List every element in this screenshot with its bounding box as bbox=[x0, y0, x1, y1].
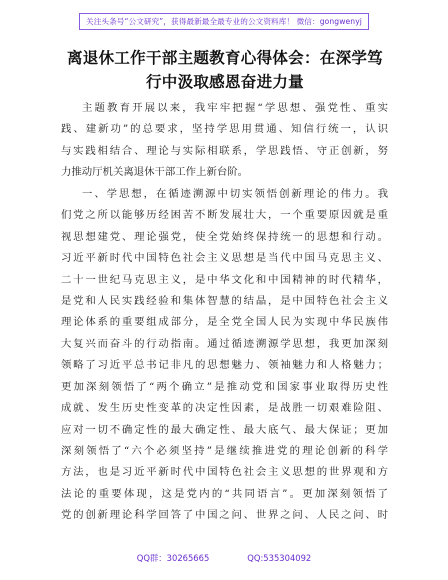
footer-qq-group: QQ群：30265665 bbox=[136, 553, 210, 563]
body-line: 应对一切不确定性的最大确定性、最大底气、最大保证；更加 bbox=[61, 423, 388, 436]
footer-qq: QQ:535304092 bbox=[247, 553, 312, 563]
document-title-line-2: 行中汲取感恩奋进力量 bbox=[145, 73, 304, 91]
body-line: 法论的重要体现，这是党内的“共同语言”。更加深刻领悟了 bbox=[61, 487, 388, 500]
body-line: 视思想建党、理论强党，使全党始终保持统一的思想和行动。 bbox=[61, 230, 388, 243]
body-line: 理论体系的重要组成部分，是全党全国人民为实现中华民族伟 bbox=[61, 316, 388, 329]
body-line: 大复兴而奋斗的行动指南。通过循迹溯源学思想，我更加深刻 bbox=[61, 337, 388, 350]
body-line: 是党和人民实践经验和集体智慧的结晶，是中国特色社会主义 bbox=[61, 294, 388, 307]
body-line: 习近平新时代中国特色社会主义思想是当代中国马克思主义、 bbox=[61, 252, 388, 265]
document-body bbox=[61, 98, 388, 527]
body-line: 领略了习近平总书记非凡的思想魅力、领袖魅力和人格魅力； bbox=[61, 359, 388, 372]
body-line: 与实践相结合、理论与实际相联系，学思践悟、守正创新，努 bbox=[61, 144, 388, 157]
body-line: 更加深刻领悟了“两个确立”是推动党和国家事业取得历史性 bbox=[61, 380, 388, 393]
promo-banner bbox=[0, 9, 448, 30]
body-line: 党的创新理论科学回答了中国之问、世界之问、人民之问、时 bbox=[61, 509, 388, 522]
body-line: 们党之所以能够历经困苦不断发展壮大，一个重要原因就是重 bbox=[61, 209, 388, 222]
document-title bbox=[60, 46, 390, 94]
body-line: 方法，也是习近平新时代中国特色社会主义思想的世界观和方 bbox=[61, 466, 388, 479]
body-line: 二十一世纪马克思主义，是中华文化和中国精神的时代精华， bbox=[61, 273, 388, 286]
body-line: 成就、发生历史性变革的决定性因素，是战胜一切艰难险阻、 bbox=[61, 402, 388, 415]
body-line: 践、建新功”的总要求，坚持学思用贯通、知信行统一，认识 bbox=[61, 123, 388, 136]
document-title-line-1: 离退休工作干部主题教育心得体会：在深学笃 bbox=[66, 49, 383, 67]
body-line: 深刻领悟了“六个必须坚持”是继续推进党的理论创新的科学 bbox=[61, 445, 388, 457]
body-line: 一、学思想，在循迹溯源中切实领悟创新理论的伟力。我 bbox=[82, 187, 388, 200]
footer-contact bbox=[0, 552, 448, 564]
promo-banner-text: 关注头条号“公文研究”，获得最新最全最专业的公文资料库！ 微信：gongwenyj bbox=[79, 13, 369, 30]
body-line: 主题教育开展以来，我牢牢把握“学思想、强党性、重实 bbox=[82, 102, 388, 114]
body-line: 力推动厅机关离退休干部工作上新台阶。 bbox=[61, 166, 249, 179]
